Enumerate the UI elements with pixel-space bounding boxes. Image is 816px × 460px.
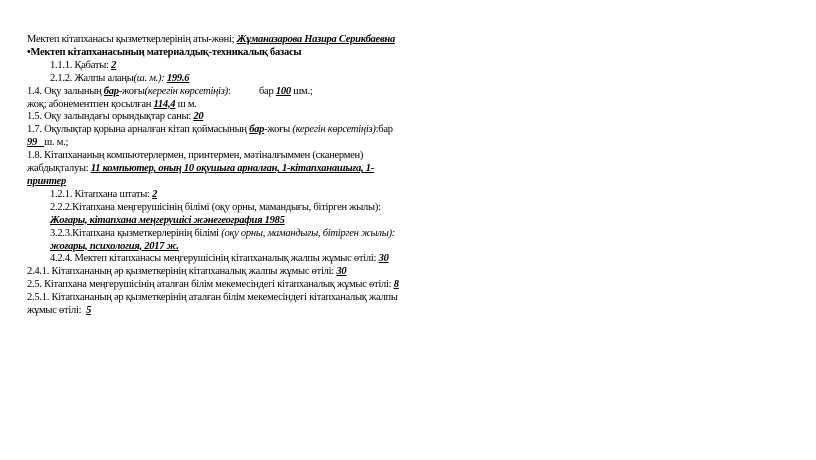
- staff-count-line: [27, 189, 437, 202]
- head-education-label: 2.2.2.Кітапхана меңгерушісінің білімі (оқу орны, мамандығы, бітірген жылы):: [50, 201, 381, 213]
- reading-room-unit: шм.;: [293, 85, 313, 97]
- reading-room-bar-word: бар: [258, 85, 274, 97]
- reading-room-bar: бар: [103, 85, 119, 97]
- head-experience-line: [27, 253, 437, 266]
- section-heading-text: Мектеп кітапханасының материалдық-техникалық базасы: [30, 46, 302, 58]
- area-line: [27, 73, 437, 86]
- storage-bar: бар: [249, 124, 265, 136]
- seats-label: 1.5. Оқу залындағы орындықтар саны:: [27, 111, 191, 123]
- floors-label: 1.1.1. Қабаты:: [50, 59, 109, 71]
- reading-room-label: 1.4. Оқу залының: [27, 85, 102, 97]
- staff-count-value: 2: [152, 188, 158, 200]
- staff-education-value-line: [27, 241, 437, 254]
- head-education-value: Жоғары, кітапхана меңгерушісі жәнегеография 1985: [50, 214, 285, 226]
- storage-area-unit: ш. м.;: [44, 137, 69, 149]
- reading-room-note: (керегін көрсетіңіз): [144, 85, 228, 97]
- colon: :: [227, 85, 231, 97]
- storage-bar-word: :бар: [375, 124, 393, 136]
- staff-experience-label: 2.4.1. Кітапхананың әр қызметкерінің кітапханалық жалпы жұмыс өтілі:: [27, 266, 334, 278]
- head-school-experience-label: 2.5. Кітапхана меңгерушісінің аталған білім мекемесіндегі кітапханалық жұмыс өтілі:: [27, 279, 392, 291]
- equipment-detail-value: 11 компьютер, оның 10 оқушыға арналған, 1-кітапханашыға, 1-: [90, 163, 375, 175]
- storage-note: (керегін көрсетіңіз): [292, 124, 376, 136]
- equipment-printer-line: [27, 176, 437, 189]
- staff-name-value: Жұманазарова Назира Серикбаевна: [236, 34, 395, 45]
- document-body: [27, 34, 437, 318]
- reading-room-value: 100: [275, 85, 291, 97]
- equipment-detail-line: [27, 163, 437, 176]
- bullet: •: [27, 46, 31, 58]
- staff-school-experience-label-2: жұмыс өтілі:: [27, 305, 82, 317]
- storage-label: 1.7. Оқулықтар қорына арналған кітап қоймасының: [27, 124, 247, 136]
- area-label: 2.1.2. Жалпы алаңы: [50, 72, 134, 84]
- staff-experience-value: 30: [336, 266, 347, 278]
- staff-education-line: [27, 228, 437, 241]
- staff-school-experience-value-line: [27, 305, 437, 318]
- seats-line: [27, 111, 437, 124]
- head-experience-value: 30: [378, 253, 389, 265]
- equipment-detail-label: жабдықталуы:: [27, 163, 89, 175]
- head-experience-label: 4.2.4. Мектеп кітапханасы меңгерушісінің кітапханалық жалпы жұмыс өтілі:: [50, 253, 377, 265]
- staff-school-experience-label: 2.5.1. Кітапхананың әр қызметкерінің аталған білім мекемесіндегі кітапханалық жалпы: [27, 292, 398, 304]
- subscription-line: [27, 99, 437, 112]
- head-school-experience-line: [27, 279, 437, 292]
- staff-education-label: 3.2.3.Кітапхана қызметкерлерінің білімі: [50, 227, 219, 239]
- storage-joq: -жоғы: [264, 124, 290, 136]
- storage-area-value: 99: [27, 137, 37, 149]
- section-heading: [27, 47, 437, 60]
- staff-experience-line: [27, 266, 437, 279]
- subscription-unit: ш м.: [177, 98, 197, 110]
- equipment-printer-value: принтер: [27, 175, 66, 187]
- equipment-line: [27, 150, 437, 163]
- storage-area-line: [27, 137, 437, 150]
- head-education-line: [27, 202, 437, 215]
- seats-value: 20: [193, 111, 204, 123]
- subscription-value: 114,4: [153, 98, 176, 110]
- subscription-label: жоқ; абонементпен қосылған: [27, 98, 152, 110]
- staff-name-label: Мектеп кітапханасы қызметкерлерінің аты-жөні;: [27, 34, 235, 45]
- staff-school-experience-value: 5: [86, 305, 92, 317]
- head-education-value-line: [27, 215, 437, 228]
- staff-school-experience-line: [27, 292, 437, 305]
- reading-room-line: [27, 86, 437, 99]
- staff-name-line: [27, 34, 437, 47]
- equipment-label: 1.8. Кітапхананың компьютерлермен, принтермен, мәтіналғыммен (сканермен): [27, 150, 364, 162]
- area-value: 199.6: [166, 72, 190, 84]
- storage-line: [27, 124, 437, 137]
- floors-line: [27, 60, 437, 73]
- reading-room-joq: -жоғы: [118, 85, 145, 97]
- head-school-experience-value: 8: [393, 279, 399, 291]
- staff-count-label: 1.2.1. Кітапхана штаты:: [50, 188, 150, 200]
- area-unit: (ш. м.):: [133, 72, 165, 84]
- floors-value: 2: [111, 59, 117, 71]
- staff-education-value: жоғары, психология, 2017 ж.: [50, 240, 179, 252]
- staff-education-note: (оқу орны, мамандығы, бітірген жылы):: [221, 227, 396, 239]
